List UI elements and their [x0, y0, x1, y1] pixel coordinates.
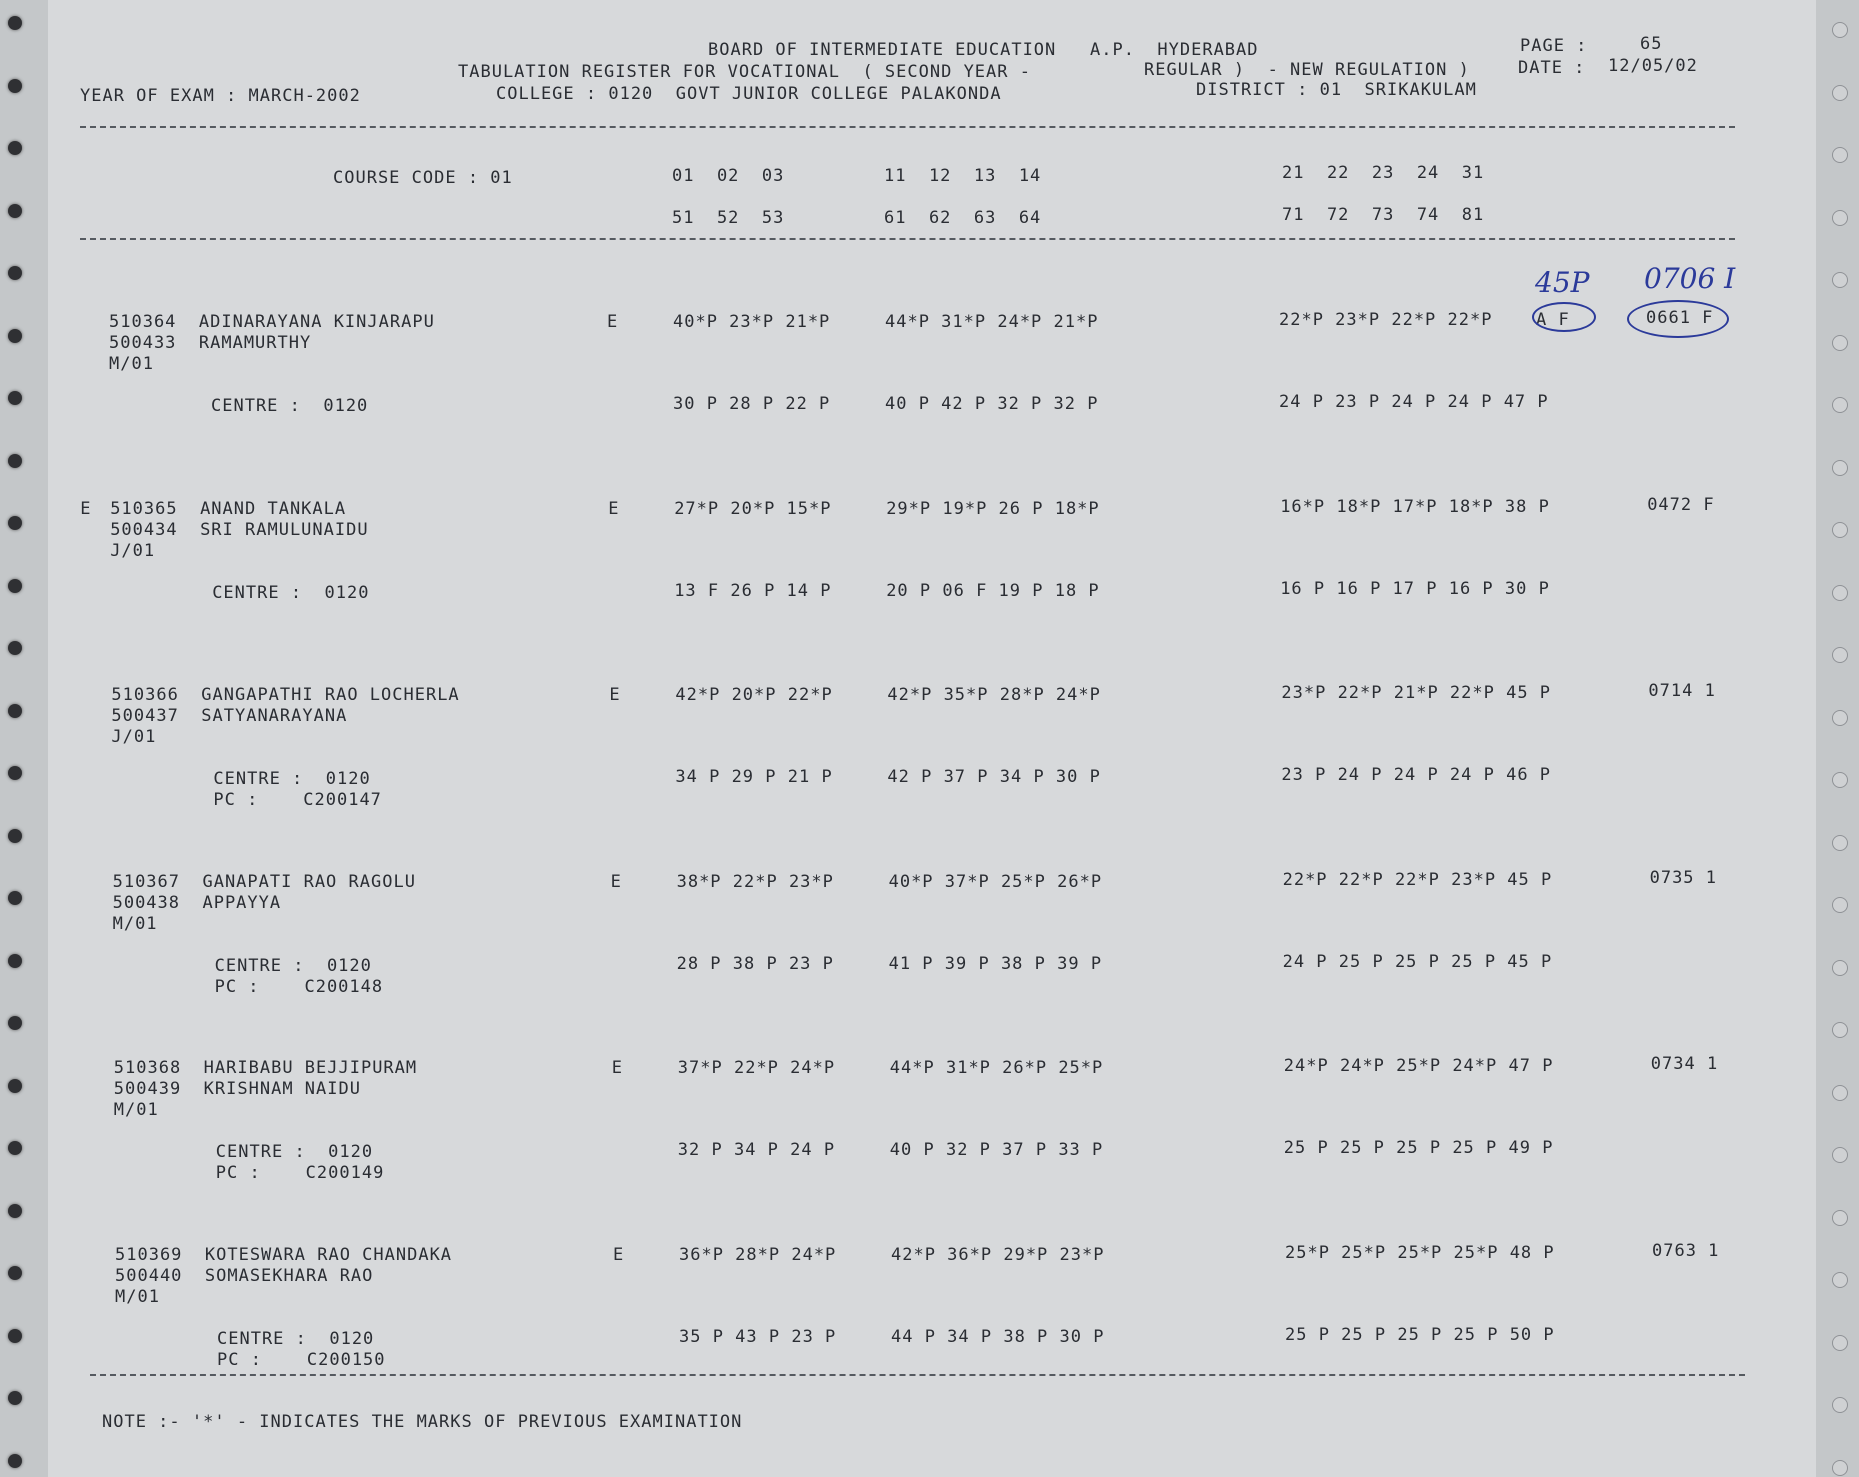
circle-mark [1532, 302, 1596, 332]
column-codes-2a: 51 52 53 [672, 208, 785, 228]
marks-previous-b: 29*P 19*P 26 P 18*P [886, 498, 1100, 519]
year-of-exam: YEAR OF EXAM : MARCH-2002 [80, 86, 361, 106]
total-result: 0661 F [1646, 308, 1714, 328]
marks-current-a: 34 P 29 P 21 P [675, 767, 833, 788]
tractor-hole [1832, 710, 1848, 726]
record-line-1: 510366 GANGAPATHI RAO LOCHERLA [111, 685, 460, 706]
record-line-1: 510367 GANAPATI RAO RAGOLU [112, 871, 416, 892]
marks-current-b: 40 P 32 P 37 P 33 P [889, 1140, 1104, 1161]
marks-previous-a: 38*P 22*P 23*P [676, 871, 834, 892]
tractor-hole [8, 1016, 22, 1030]
footer-rule [90, 1374, 1745, 1376]
note-line: NOTE :- '*' - INDICATES THE MARKS OF PREVIOUS EXAMINATION [102, 1412, 743, 1432]
column-rule [80, 238, 1735, 240]
medium-code: E [611, 1058, 624, 1079]
handwritten-total: 0706 I [1644, 262, 1736, 295]
tractor-hole [8, 141, 22, 155]
tractor-hole [8, 704, 22, 718]
course-code: COURSE CODE : 01 [333, 168, 513, 188]
date-value: 12/05/02 [1608, 56, 1698, 76]
tractor-hole [8, 266, 22, 280]
tractor-hole [8, 1454, 22, 1468]
marks-current-c: 25 P 25 P 25 P 25 P 50 P [1285, 1325, 1555, 1345]
record-line-3: M/01 [109, 354, 154, 374]
tractor-hole [1832, 1397, 1848, 1413]
left-tractor-holes [0, 0, 40, 1477]
medium-code: E [610, 871, 622, 892]
marks-current-c: 24 P 25 P 25 P 25 P 45 P [1282, 951, 1553, 972]
tractor-hole [8, 516, 22, 530]
medium-code: E [607, 312, 619, 332]
right-tractor-holes [1818, 0, 1858, 1477]
tractor-hole [1832, 1147, 1848, 1163]
record-line-1: 510364 ADINARAYANA KINJARAPU [109, 312, 435, 332]
total-result: 0763 1 [1652, 1241, 1720, 1261]
tractor-hole [8, 454, 22, 468]
page-label: PAGE : [1520, 36, 1588, 56]
record-line-3: J/01 [111, 727, 157, 748]
tractor-hole [1832, 210, 1848, 226]
register-title: TABULATION REGISTER FOR VOCATIONAL ( SECOND YEAR - [458, 62, 1031, 82]
marks-current-a: 30 P 28 P 22 P [673, 394, 831, 414]
tractor-hole [8, 579, 22, 593]
marks-previous-c: 23*P 22*P 21*P 22*P 45 P [1281, 683, 1552, 704]
record-line-2: 500439 KRISHNAM NAIDU [113, 1079, 361, 1100]
tractor-hole [8, 204, 22, 218]
tractor-hole [1832, 460, 1848, 476]
medium-code: E [609, 685, 621, 706]
pc-line: PC : C200149 [215, 1163, 385, 1184]
board-title: BOARD OF INTERMEDIATE EDUCATION A.P. HYDERABAD [708, 40, 1259, 60]
total-result: 0472 F [1647, 494, 1715, 515]
column-codes-2b: 61 62 63 64 [884, 208, 1042, 228]
tractor-hole [1832, 272, 1848, 288]
marks-previous-d: A F [1536, 310, 1570, 330]
tractor-hole [1832, 397, 1848, 413]
pc-line: PC : C200148 [214, 976, 384, 997]
tractor-hole [1832, 85, 1848, 101]
marks-current-b: 44 P 34 P 38 P 30 P [891, 1327, 1105, 1347]
marks-current-c: 25 P 25 P 25 P 25 P 49 P [1283, 1138, 1554, 1159]
tractor-hole [8, 1141, 22, 1155]
regulation-text: REGULAR ) - NEW REGULATION ) [1144, 60, 1470, 80]
marks-previous-b: 44*P 31*P 24*P 21*P [885, 312, 1099, 332]
record-line-3: M/01 [113, 1100, 159, 1121]
tractor-hole [1832, 1460, 1848, 1476]
tractor-hole [1832, 522, 1848, 538]
pc-line: PC : C200150 [217, 1350, 386, 1370]
tractor-hole [8, 1391, 22, 1405]
centre-line: CENTRE : 0120 [212, 582, 370, 603]
centre-line: CENTRE : 0120 [211, 396, 369, 416]
tractor-hole [1832, 897, 1848, 913]
tractor-hole [1832, 647, 1848, 663]
total-result: 0734 1 [1650, 1054, 1719, 1075]
medium-code: E [613, 1245, 625, 1265]
tractor-hole [8, 16, 22, 30]
marks-previous-b: 44*P 31*P 26*P 25*P [889, 1058, 1104, 1079]
marks-previous-c: 16*P 18*P 17*P 18*P 38 P [1280, 496, 1550, 517]
marks-previous-a: 27*P 20*P 15*P [674, 498, 832, 519]
record-line-3: M/01 [112, 913, 158, 934]
tractor-hole [1832, 1022, 1848, 1038]
college-line: COLLEGE : 0120 GOVT JUNIOR COLLEGE PALAKONDA [496, 84, 1002, 104]
marks-previous-b: 42*P 35*P 28*P 24*P [887, 685, 1101, 706]
total-result: 0714 1 [1648, 681, 1716, 702]
marks-current-a: 28 P 38 P 23 P [676, 953, 834, 974]
record-flag: E [80, 498, 92, 519]
record-line-2: 500440 SOMASEKHARA RAO [115, 1266, 374, 1286]
centre-line: CENTRE : 0120 [217, 1329, 375, 1349]
header-rule [80, 126, 1735, 128]
record-line-2: 500438 APPAYYA [112, 892, 282, 913]
centre-line: CENTRE : 0120 [215, 1142, 374, 1163]
record-line-2: 500433 RAMAMURTHY [109, 333, 312, 353]
date-label: DATE : [1518, 58, 1586, 78]
marks-current-c: 16 P 16 P 17 P 16 P 30 P [1280, 578, 1550, 599]
record-line-2: 500437 SATYANARAYANA [111, 706, 348, 727]
tractor-hole [1832, 335, 1848, 351]
marks-previous-c: 22*P 23*P 22*P 22*P [1279, 310, 1493, 330]
tractor-hole [1832, 772, 1848, 788]
medium-code: E [608, 498, 620, 519]
tractor-hole [1832, 960, 1848, 976]
marks-current-b: 40 P 42 P 32 P 32 P [885, 394, 1099, 414]
marks-current-c: 23 P 24 P 24 P 24 P 46 P [1281, 765, 1552, 786]
tractor-hole [8, 391, 22, 405]
tractor-hole [1832, 1272, 1848, 1288]
marks-previous-c: 22*P 22*P 22*P 23*P 45 P [1282, 869, 1553, 890]
tractor-hole [8, 766, 22, 780]
tractor-hole [1832, 1335, 1848, 1351]
marks-current-b: 20 P 06 F 19 P 18 P [886, 580, 1100, 601]
tractor-hole [1832, 1210, 1848, 1226]
tractor-hole [8, 1329, 22, 1343]
column-codes-2c: 71 72 73 74 81 [1282, 205, 1485, 225]
marks-previous-b: 42*P 36*P 29*P 23*P [891, 1245, 1105, 1265]
marks-previous-a: 42*P 20*P 22*P [675, 685, 833, 706]
marks-previous-b: 40*P 37*P 25*P 26*P [888, 871, 1103, 892]
tractor-hole [8, 1204, 22, 1218]
page-number: 65 [1640, 34, 1663, 54]
handwritten-mark: 45P [1535, 266, 1590, 299]
tractor-hole [1832, 147, 1848, 163]
marks-previous-c: 24*P 24*P 25*P 24*P 47 P [1283, 1056, 1554, 1077]
marks-previous-a: 40*P 23*P 21*P [673, 312, 831, 332]
record-line-1: 510369 KOTESWARA RAO CHANDAKA [115, 1245, 453, 1265]
circle-total [1627, 300, 1729, 338]
tractor-hole [8, 829, 22, 843]
marks-previous-a: 37*P 22*P 24*P [677, 1058, 836, 1079]
tractor-hole [8, 641, 22, 655]
column-codes-1a: 01 02 03 [672, 166, 785, 186]
centre-line: CENTRE : 0120 [213, 769, 371, 790]
marks-current-b: 41 P 39 P 38 P 39 P [888, 953, 1103, 974]
marks-current-c: 24 P 23 P 24 P 24 P 47 P [1279, 392, 1549, 412]
tractor-hole [8, 329, 22, 343]
tractor-hole [8, 954, 22, 968]
total-result: 0735 1 [1649, 867, 1718, 888]
marks-current-a: 32 P 34 P 24 P [677, 1140, 836, 1161]
column-codes-1c: 21 22 23 24 31 [1282, 163, 1485, 183]
tractor-hole [8, 79, 22, 93]
pc-line: PC : C200147 [213, 790, 382, 811]
tractor-hole [1832, 22, 1848, 38]
tractor-hole [1832, 835, 1848, 851]
marks-current-a: 13 F 26 P 14 P [674, 580, 832, 601]
record-line-1: 510368 HARIBABU BEJJIPURAM [113, 1058, 418, 1079]
marks-current-a: 35 P 43 P 23 P [679, 1327, 837, 1347]
centre-line: CENTRE : 0120 [214, 955, 372, 976]
marks-previous-c: 25*P 25*P 25*P 25*P 48 P [1285, 1243, 1555, 1263]
marks-current-b: 42 P 37 P 34 P 30 P [887, 767, 1101, 788]
tractor-hole [8, 1266, 22, 1280]
record-line-3: J/01 [110, 540, 156, 561]
tractor-hole [1832, 585, 1848, 601]
district-line: DISTRICT : 01 SRIKAKULAM [1196, 80, 1477, 100]
column-codes-1b: 11 12 13 14 [884, 166, 1042, 186]
marks-previous-a: 36*P 28*P 24*P [679, 1245, 837, 1265]
record-line-3: M/01 [115, 1287, 160, 1307]
record-line-1: 510365 ANAND TANKALA [110, 498, 347, 519]
tractor-hole [8, 891, 22, 905]
tractor-hole [1832, 1085, 1848, 1101]
record-line-2: 500434 SRI RAMULUNAIDU [110, 519, 369, 540]
tractor-hole [8, 1079, 22, 1093]
